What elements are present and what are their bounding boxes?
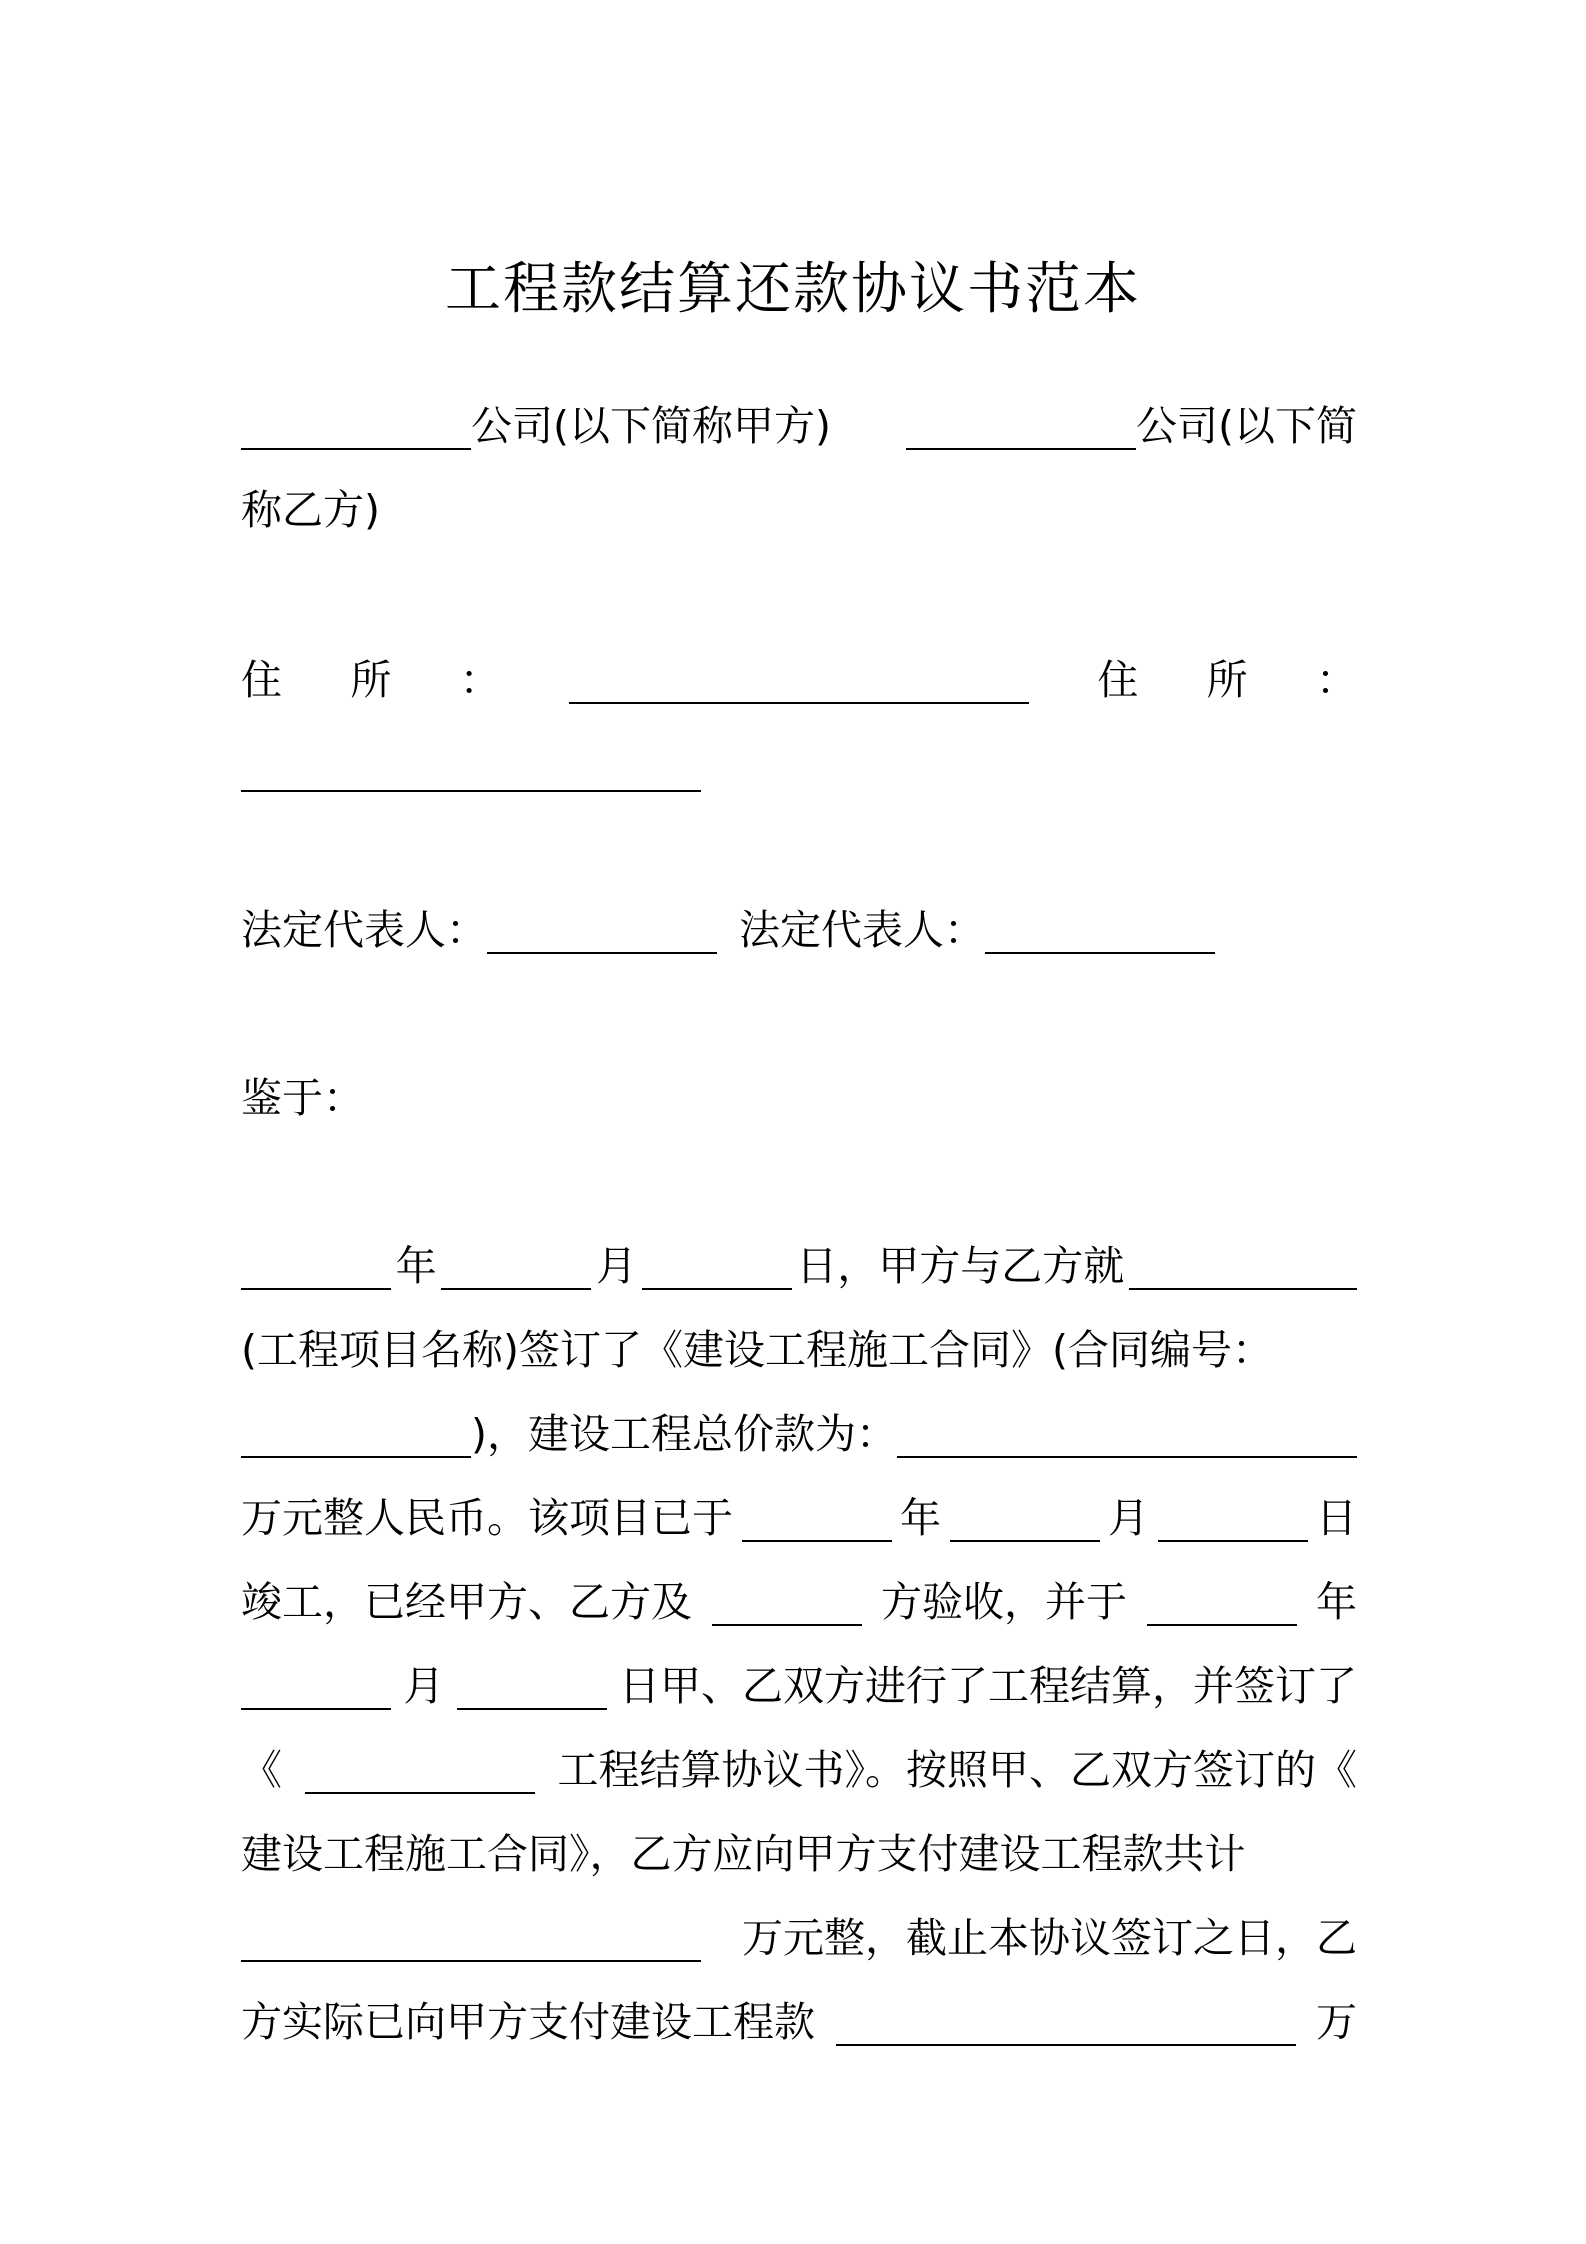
legal-rep-label-b: 法定代表人： xyxy=(739,906,985,954)
total-price-blank[interactable] xyxy=(897,1412,1357,1458)
body-line-6: 月 日甲、乙双方进行了工程结算，并签订了 xyxy=(241,1656,1357,1716)
document-title: 工程款结算还款协议书范本 xyxy=(445,257,1141,322)
party-b-suffix: 公司(以下简 xyxy=(1136,402,1357,450)
body-line-3: )，建设工程总价款为： xyxy=(241,1404,1357,1464)
completion-year-blank[interactable] xyxy=(742,1496,892,1542)
whereas-heading: 鉴于： xyxy=(241,1074,364,1122)
address-colon: ： xyxy=(459,656,501,704)
body-line-1: 年 月 日，甲方与乙方就 xyxy=(241,1236,1357,1296)
party-a-suffix: 公司(以下简称甲方) xyxy=(471,402,831,450)
parties-line xyxy=(241,396,1357,456)
address-line-cont xyxy=(241,738,1357,798)
body-line-10: 方实际已向甲方支付建设工程款 万 xyxy=(241,1998,1357,2046)
legal-rep-line xyxy=(241,900,1357,960)
party-b-name-blank[interactable] xyxy=(906,404,1136,450)
settlement-month-blank[interactable] xyxy=(241,1664,391,1710)
address-colon-b: ： xyxy=(1315,656,1357,704)
contract-day-blank[interactable] xyxy=(642,1244,792,1290)
party-a-name-blank[interactable] xyxy=(241,404,471,450)
completion-day-blank[interactable] xyxy=(1158,1496,1308,1542)
legal-rep-label-a: 法定代表人： xyxy=(241,906,487,954)
party-b-suffix-cont: 称乙方) xyxy=(241,486,380,534)
party-a-address-blank[interactable] xyxy=(569,658,1029,704)
project-name-blank[interactable] xyxy=(1129,1244,1357,1290)
address-label-char1-b: 住 xyxy=(1097,656,1139,704)
body-line-8: 建设工程施工合同》，乙方应向甲方支付建设工程款共计 xyxy=(241,1830,1246,1878)
contract-year-blank[interactable] xyxy=(241,1244,391,1290)
settlement-agreement-name-blank[interactable] xyxy=(305,1748,535,1794)
body-line-2: (工程项目名称)签订了《建设工程施工合同》(合同编号： xyxy=(241,1326,1273,1374)
legal-rep-b-blank[interactable] xyxy=(985,908,1215,954)
address-label-char1: 住 xyxy=(241,656,282,704)
body-line-9: 万元整，截止本协议签订之日，乙 xyxy=(241,1908,1357,1968)
acceptance-party-blank[interactable] xyxy=(712,1580,862,1626)
address-line xyxy=(241,650,1357,710)
settlement-year-blank[interactable] xyxy=(1147,1580,1297,1626)
paid-amount-blank[interactable] xyxy=(836,2000,1296,2046)
address-label-char2: 所 xyxy=(350,656,392,704)
contract-month-blank[interactable] xyxy=(441,1244,591,1290)
total-payable-blank[interactable] xyxy=(241,1916,701,1962)
completion-month-blank[interactable] xyxy=(950,1496,1100,1542)
party-b-address-blank[interactable] xyxy=(241,746,701,792)
legal-rep-a-blank[interactable] xyxy=(487,908,717,954)
body-line-4: 万元整人民币。该项目已于 年 月 日 xyxy=(241,1494,1357,1542)
body-line-5: 竣工，已经甲方、乙方及 方验收，并于 年 xyxy=(241,1578,1357,1626)
address-label-char2-b: 所 xyxy=(1206,656,1248,704)
contract-number-blank[interactable] xyxy=(241,1412,471,1458)
parties-line-cont xyxy=(241,480,1357,540)
settlement-day-blank[interactable] xyxy=(457,1664,607,1710)
body-line-7: 《 工程结算协议书》。按照甲、乙双方签订的《 xyxy=(241,1746,1357,1794)
